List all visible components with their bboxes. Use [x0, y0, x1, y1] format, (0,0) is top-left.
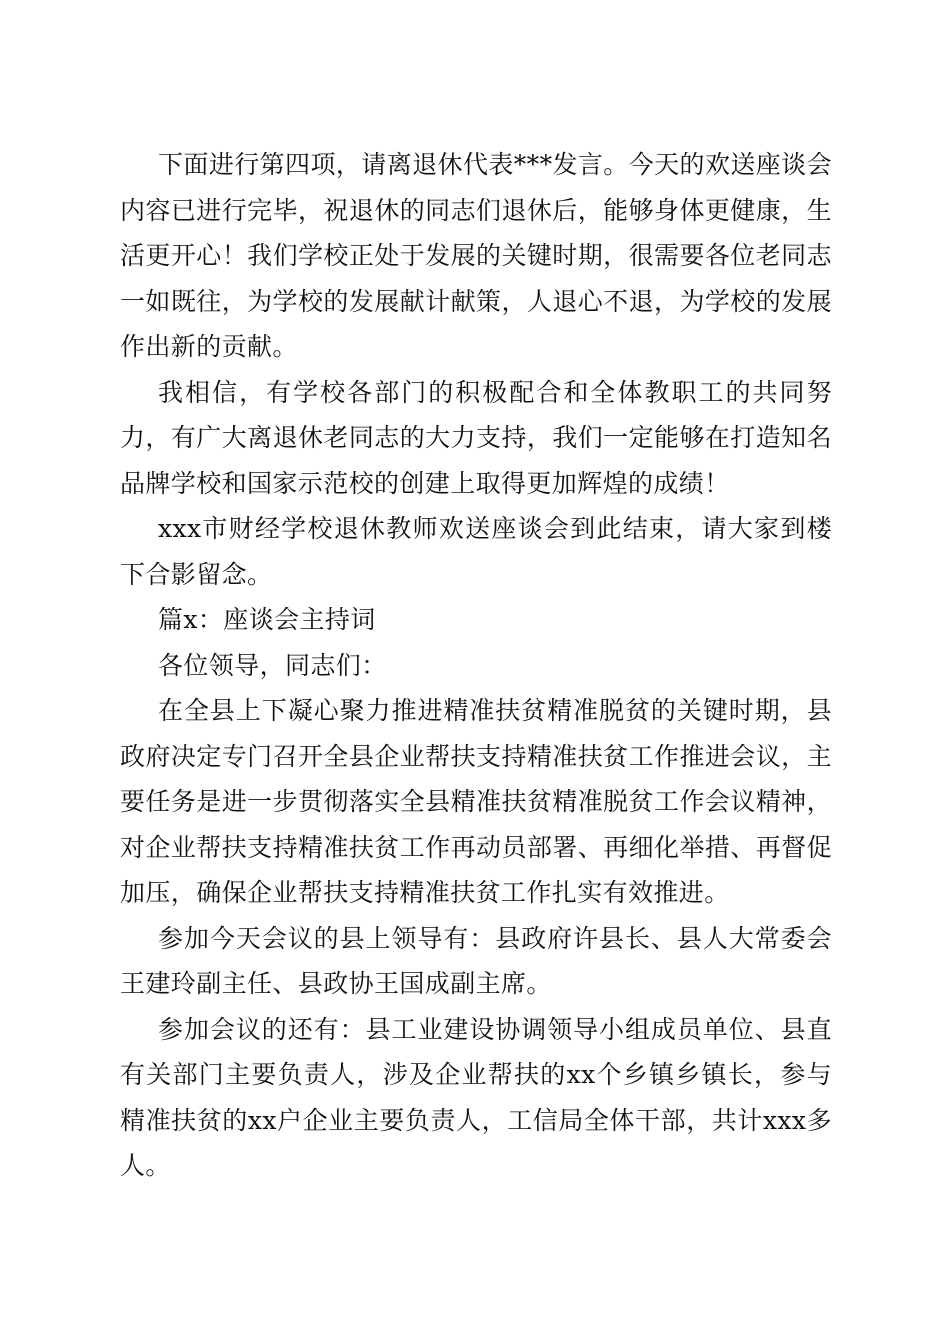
paragraph-confidence: 我相信，有学校各部门的积极配合和全体教职工的共同努力，有广大离退休老同志的大力支持，我们一定能够在打造知名品牌学校和国家示范校的创建上取得更加辉煌的成绩！ — [120, 377, 832, 498]
paragraph-meeting-purpose: 在全县上下凝心聚力推进精准扶贫精准脱贫的关键时期，县政府决定专门召开全县企业帮扶支持精准扶贫工作推进会议，主要任务是进一步贯彻落实全县精准扶贫精准脱贫工作会议精神，对企业帮扶支持精准扶贫工作再动员部署、再细化举措、再督促加压，确保企业帮扶支持精准扶贫工作扎实有效推进。 — [120, 696, 832, 907]
document-body — [120, 142, 832, 1189]
paragraph-meeting-end: xxx市财经学校退休教师欢送座谈会到此结束，请大家到楼下合影留念。 — [120, 514, 832, 589]
paragraph-closing-remarks: 下面进行第四项，请离退休代表***发言。今天的欢送座谈会内容已进行完毕，祝退休的同志们退休后，能够身体更健康，生活更开心！我们学校正处于发展的关键时期，很需要各位老同志一如既往，为学校的发展献计献策，人退心不退，为学校的发展作出新的贡献。 — [120, 150, 832, 361]
paragraph-other-attendees: 参加会议的还有：县工业建设协调领导小组成员单位、县直有关部门主要负责人，涉及企业帮扶的xx个乡镇乡镇长，参与精准扶贫的xx户企业主要负责人，工信局全体干部，共计xxx多人。 — [120, 1014, 832, 1180]
paragraph-attending-leaders: 参加今天会议的县上领导有：县政府许县长、县人大常委会王建玲副主任、县政协王国成副主席。 — [120, 923, 832, 998]
section-heading: 篇x：座谈会主持词 — [158, 605, 376, 634]
salutation: 各位领导，同志们： — [158, 650, 387, 680]
